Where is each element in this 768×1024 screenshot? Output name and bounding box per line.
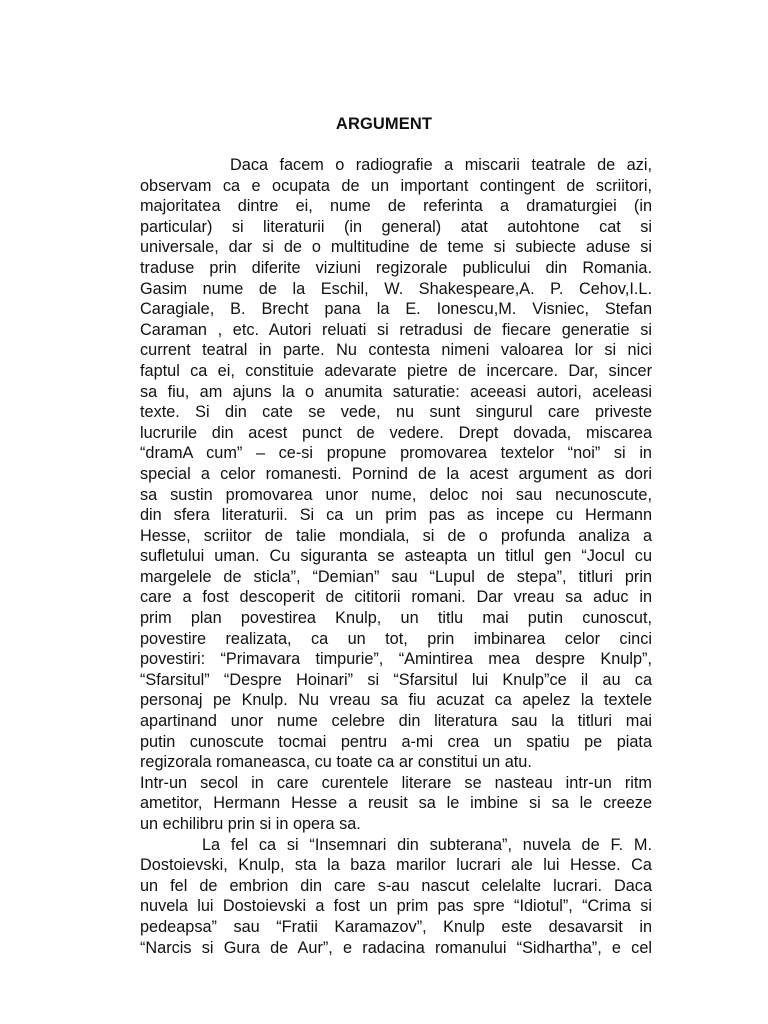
paragraph-line: apartinand unor nume celebre din literatura sau la titluri mai <box>140 712 652 731</box>
paragraph-line: observam ca e ocupata de un important contingent de scriitori, <box>140 176 652 195</box>
paragraph-line: sufletului uman. Cu siguranta se asteapta un titlul gen “Jocul cu <box>140 547 652 566</box>
paragraph-line: Dostoievski, Knulp, sta la baza marilor lucrari ale lui Hesse. Ca <box>140 856 652 875</box>
paragraph-line: prim plan povestirea Knulp, un titlu mai putin cunoscut, <box>140 609 652 628</box>
paragraph-line: lucrurile din acest punct de vedere. Drept dovada, miscarea <box>140 423 652 442</box>
paragraph-line: majoritatea dintre ei, nume de referinta a dramaturgiei (in <box>140 197 652 216</box>
paragraph-line: povestire realizata, ca un tot, prin imbinarea celor cinci <box>140 629 652 648</box>
document-body <box>140 155 652 958</box>
paragraph-line: current teatral in parte. Nu contesta nimeni valoarea lor si nici <box>140 341 652 360</box>
paragraph-line: regizorala romaneasca, cu toate ca ar constitui un atu. <box>140 753 532 772</box>
paragraph-line: ametitor, Hermann Hesse a reusit sa le imbine si sa le creeze <box>140 794 652 813</box>
paragraph-line: Daca facem o radiografie a miscarii teatrale de azi, <box>230 156 652 174</box>
paragraph-line: “dramA cum” – ce-si propune promovarea textelor “noi” si in <box>140 444 652 463</box>
paragraph-line: Caraman , etc. Autori reluati si retradusi de fiecare generatie si <box>140 320 652 339</box>
paragraph-line: nuvela lui Dostoievski a fost un prim pas spre “Idiotul”, “Crima si <box>140 897 652 916</box>
paragraph-line: un fel de embrion din care s-au nascut celelalte lucrari. Daca <box>140 876 652 895</box>
paragraph-line: “Narcis si Gura de Aur”, e radacina romanului “Sidhartha”, e cel <box>140 938 652 957</box>
paragraph-line: sa fiu, am ajuns la o anumita saturatie: aceeasi autori, aceleasi <box>140 382 652 401</box>
paragraph-line: “Sfarsitul” “Despre Hoinari” si “Sfarsitul lui Knulp”ce il au ca <box>140 670 652 689</box>
paragraph-line: faptul ca ei, constituie adevarate pietre de incercare. Dar, sincer <box>140 361 652 380</box>
paragraph-line: Caragiale, B. Brecht pana la E. Ionescu,M. Visniec, Stefan <box>140 300 652 319</box>
paragraph-line: putin cunoscute tocmai pentru a-mi crea un spatiu pe piata <box>140 732 652 751</box>
paragraph-line: special a celor romanesti. Pornind de la acest argument as dori <box>140 464 652 483</box>
paragraph-line: un echilibru prin si in opera sa. <box>140 815 361 833</box>
paragraph-line: povestiri: “Primavara timpurie”, “Amintirea mea despre Knulp”, <box>140 650 652 669</box>
paragraph-line: sa sustin promovarea unor nume, deloc noi sau necunoscute, <box>140 485 652 504</box>
paragraph-line: Intr-un secol in care curentele literare se nasteau intr-un ritm <box>140 773 652 792</box>
paragraph-line: care a fost descoperit de cititorii romani. Dar vreau sa aduc in <box>140 588 652 607</box>
paragraph-line: Hesse, scriitor de talie mondiala, si de o profunda analiza a <box>140 526 652 545</box>
paragraph-line: particular) si literaturii (in general) atat autohtone cat si <box>140 217 652 236</box>
paragraph-line: personaj pe Knulp. Nu vreau sa fiu acuzat ca apelez la textele <box>140 691 652 710</box>
document-title: ARGUMENT <box>335 115 433 133</box>
paragraph-line: La fel ca si “Insemnari din subterana”, nuvela de F. M. <box>202 835 652 854</box>
paragraph-line: Gasim nume de la Eschil, W. Shakespeare,A. P. Cehov,I.L. <box>140 279 652 298</box>
paragraph-line: universale, dar si de o multitudine de teme si subiecte aduse si <box>140 238 652 257</box>
paragraph-line: margelele de sticla”, “Demian” sau “Lupul de stepa”, titluri prin <box>140 567 652 586</box>
paragraph-line: din sfera literaturii. Si ca un prim pas as incepe cu Hermann <box>140 506 652 525</box>
paragraph-line: texte. Si din cate se vede, nu sunt singurul care priveste <box>140 403 652 422</box>
paragraph-line: pedeapsa” sau “Fratii Karamazov”, Knulp este desavarsit in <box>140 917 652 936</box>
paragraph-line: traduse prin diferite viziuni regizorale publicului din Romania. <box>140 258 652 277</box>
